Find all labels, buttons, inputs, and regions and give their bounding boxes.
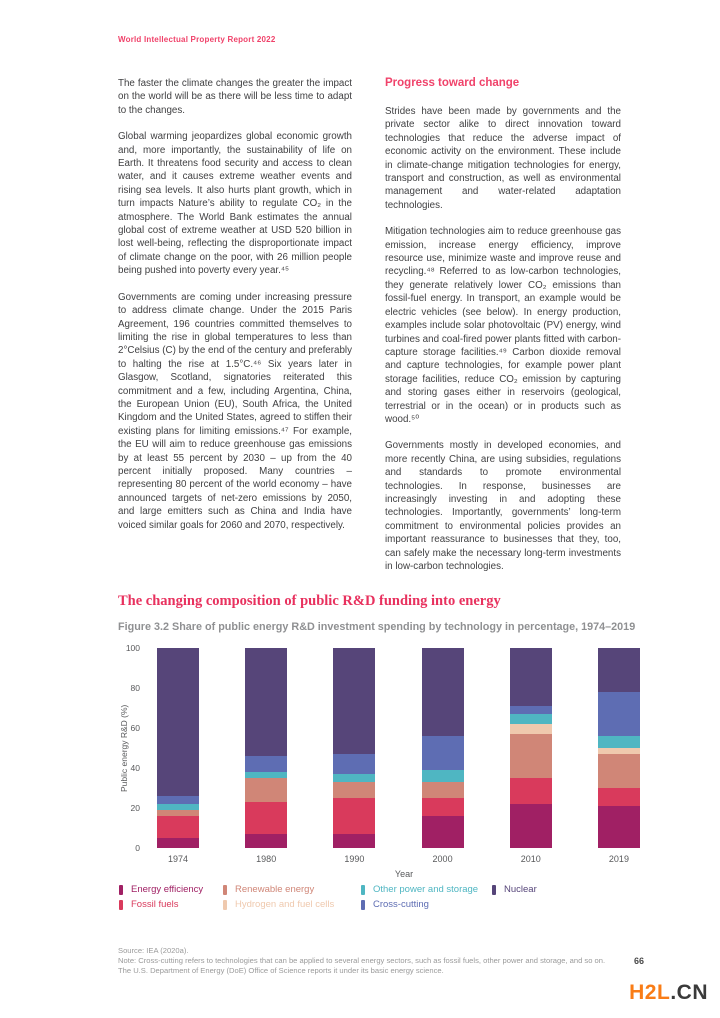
segment-renewable-energy [245,778,287,802]
segment-fossil-fuels [510,778,552,804]
source-line: Source: IEA (2020a). [118,946,189,955]
x-tick-label: 2000 [432,854,453,864]
x-tick-label: 1980 [256,854,277,864]
right-column [385,77,621,586]
segment-energy-efficiency [157,838,199,848]
legend-label: Energy efficiency [131,884,204,895]
segment-renewable-energy [598,754,640,788]
paragraph: Governments mostly in developed economies, and more recently China, are using subsidies, regulations and standards to promote environmental technologies. In response, businesses are increasingly investing in and adopting these technologies. Importantly, governments’ long-term commitment to environmental policies provides an important reassurance to businesses that they, too, can safely make the necessary long-term investments in low-carbon technologies. [385,440,621,572]
stacked-bar-chart [148,648,660,848]
watermark-logo [629,981,708,1005]
y-tick-label: 0 [135,843,140,853]
chart-bars [148,648,660,848]
text-columns [118,77,621,586]
segment-renewable-energy [510,734,552,778]
legend-swatch [361,900,365,910]
segment-cross-cutting [422,736,464,770]
segment-nuclear [157,648,199,796]
legend-item-fossil-fuels [119,899,223,910]
legend-swatch [361,885,365,895]
y-axis-title: Public energy R&D (%) [119,704,129,792]
segment-energy-efficiency [598,806,640,848]
legend-swatch [223,900,227,910]
segment-nuclear [245,648,287,756]
segment-renewable-energy [422,782,464,798]
y-tick-label: 100 [125,643,140,653]
legend-label: Nuclear [504,884,537,895]
segment-cross-cutting [333,754,375,774]
legend-item-nuclear [492,884,537,895]
section-heading: Progress toward change [385,77,520,89]
y-tick-label: 40 [130,763,140,773]
stacked-bar-2000 [422,648,464,848]
segment-fossil-fuels [333,798,375,834]
segment-nuclear [510,648,552,706]
segment-nuclear [422,648,464,736]
segment-other-power-and-storage [422,770,464,782]
segment-cross-cutting [157,796,199,804]
legend-label: Hydrogen and fuel cells [235,899,335,910]
legend-item-energy-efficiency [119,884,223,895]
paragraph: Global warming jeopardizes global economic growth and, more importantly, the sustainability of life on Earth. It threatens food security and access to clean water, and it causes extreme weather events and rising sea levels. It also hurts plant growth, which in turn impacts Nature’s ability to regulate CO₂ in the atmosphere. The World Bank estimates the annual global cost of extreme weather at USD 520 billion in lost well-being, reflecting the disproportionate impact of climate change on the poor, with 26 million people being pushed into poverty every year.⁴⁵ [118,131,352,277]
x-axis-labels [148,854,660,864]
figure-notes [118,946,693,976]
segment-fossil-fuels [422,798,464,816]
segment-other-power-and-storage [333,774,375,782]
chart-legend [119,884,537,910]
watermark-primary: H2L [629,981,671,1004]
segment-energy-efficiency [422,816,464,848]
x-tick-label: 1990 [344,854,365,864]
figure-section-title: The changing composition of public R&D funding into energy [118,593,501,609]
segment-nuclear [598,648,640,692]
x-axis-title: Year [394,869,414,879]
legend-swatch [223,885,227,895]
y-tick-label: 20 [130,803,140,813]
left-column [118,77,352,586]
legend-label: Cross-cutting [373,899,429,910]
stacked-bar-2019 [598,648,640,848]
y-tick-label: 60 [130,723,140,733]
segment-nuclear [333,648,375,754]
segment-hydrogen-and-fuel-cells [510,724,552,734]
x-tick-label: 1974 [167,854,189,864]
note-line: The U.S. Department of Energy (DoE) Office of Science reports it under its basic energy science. [118,966,444,975]
segment-energy-efficiency [245,834,287,848]
segment-cross-cutting [245,756,287,772]
note-line: Note: Cross-cutting refers to technologies that can be applied to several energy sectors, such as fossil fuels, other power and storage, and so on. [118,956,606,965]
segment-energy-efficiency [333,834,375,848]
running-head: World Intellectual Property Report 2022 [118,35,276,44]
y-axis [112,643,140,853]
stacked-bar-1974 [157,648,199,848]
legend-item-renewable-energy [223,884,361,895]
segment-other-power-and-storage [598,736,640,748]
paragraph: The faster the climate changes the greater the impact on the world will be as there will be less time to adapt to the changes. [118,78,352,116]
segment-cross-cutting [510,706,552,714]
legend-item-cross-cutting [361,899,492,910]
legend-label: Fossil fuels [131,899,179,910]
x-tick-label: 2010 [520,854,541,864]
watermark-secondary: .CN [670,981,708,1004]
segment-renewable-energy [333,782,375,798]
y-tick-label: 80 [130,683,140,693]
paragraph: Strides have been made by governments and the private sector alike to direct innovation toward technologies that reduce the adverse impact of economic activity on the environment. These include in climate-change mitigation technologies for energy, transport and construction, as well as environmental management and water-related adaptation technologies. [385,106,621,211]
figure-caption: Figure 3.2 Share of public energy R&D investment spending by technology in percentage, 1974–2019 [118,621,636,633]
segment-fossil-fuels [598,788,640,806]
legend-item-other-power-and-storage [361,884,492,895]
legend-label: Other power and storage [373,884,479,895]
legend-swatch [119,885,123,895]
paragraph: Mitigation technologies aim to reduce greenhouse gas emission, increase energy efficiency, improve resource use, minimize waste and improve reuse and recycling.⁴⁸ Referred to as low-carbon technologies, they generate relatively lower CO₂ emissions than fossil-fuel energy. In transport, an example would be electric vehicles (see below). In energy production, examples include solar photovoltaic (PV) energy, wind turbines and coal-fired power plants fitted with carbon-capture storage facilities.⁴⁹ Carbon dioxide removal and capture technologies, for example power plant storage facilities, reduce CO₂ emission by capturing and storing gases either in reservoirs (geological, terrestrial or in the ocean) or in products such as wood.⁵⁰ [385,226,621,425]
legend-label: Renewable energy [235,884,315,895]
stacked-bar-2010 [510,648,552,848]
paragraph: Governments are coming under increasing pressure to address climate change. Under the 2015 Paris Agreement, 196 countries committed themselves to limiting the rise in global temperatures to less than 2°Celsius (C) by the end of the century and preferably to halting the rise at 1.5°C.⁴⁶ Six years later in Glasgow, Scotland, signatories reiterated this commitment and a few, including Argentina, China, the European Union (EU), South Africa, the United Kingdom and the United States, agreed to stiffen their existing plans for limiting emissions.⁴⁷ For example, the EU will aim to reduce greenhouse gas emissions by at least 55 percent by 2030 – up from the 40 percent initially proposed. Many countries – representing 80 percent of the world economy – have announced targets of net-zero emissions by 2050, and large emitters such as China and India have voiced similar goals for 2060 and 2070, respectively. [118,291,352,531]
segment-cross-cutting [598,692,640,736]
legend-swatch [492,885,496,895]
stacked-bar-1990 [333,648,375,848]
segment-fossil-fuels [157,816,199,838]
legend-swatch [119,900,123,910]
segment-other-power-and-storage [510,714,552,724]
segment-fossil-fuels [245,802,287,834]
stacked-bar-1980 [245,648,287,848]
x-tick-label: 2019 [608,854,629,864]
legend-item-hydrogen-and-fuel-cells [223,899,361,910]
page-number: 66 [634,956,645,966]
segment-energy-efficiency [510,804,552,848]
